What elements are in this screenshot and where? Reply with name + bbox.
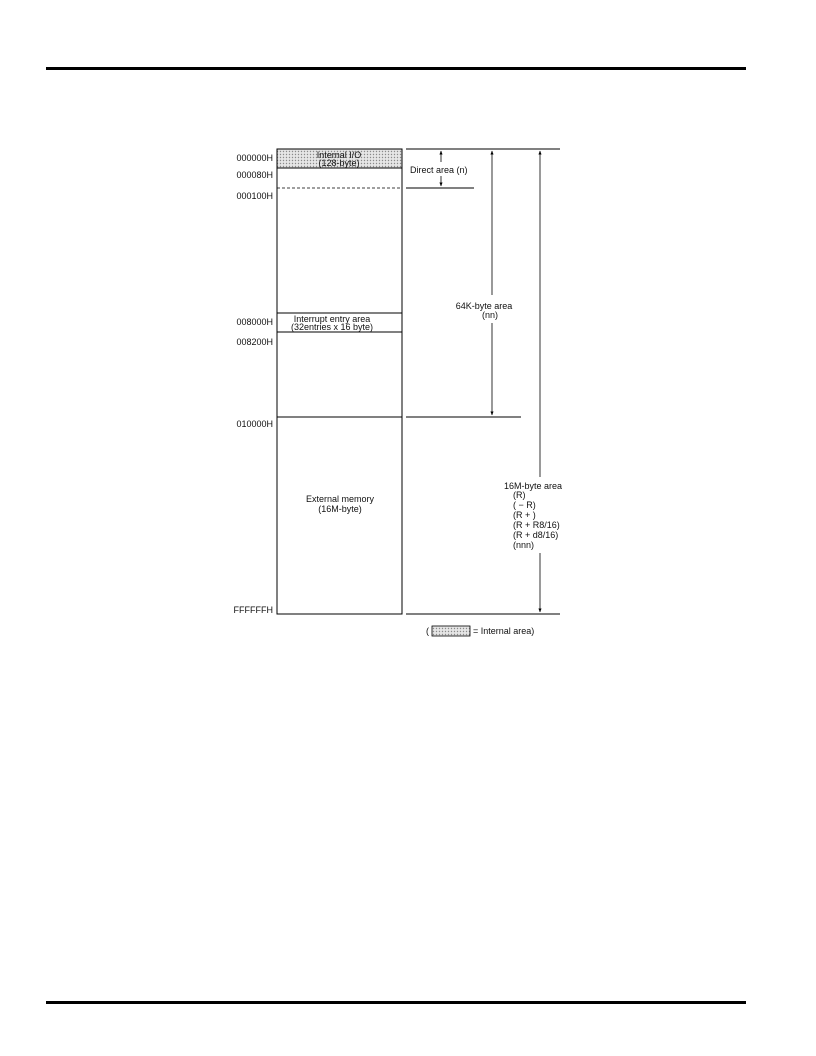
- direct-area-label: Direct area (n): [410, 165, 468, 175]
- m16-mode-1: (R): [513, 490, 526, 500]
- m16-mode-3: (R + ): [513, 510, 536, 520]
- address-000000: 000000H: [236, 153, 273, 163]
- legend-text: = Internal area): [473, 626, 535, 636]
- legend-open-paren: (: [426, 626, 429, 636]
- internal-io-label: Internal I/O: [316, 150, 362, 160]
- k64-area-mode: (nn): [481, 310, 499, 320]
- m16-mode-2: ( − R): [513, 500, 536, 510]
- address-ffffff: FFFFFFH: [233, 605, 273, 615]
- m16-mode-5: (R + d8/16): [513, 530, 559, 540]
- address-000080: 000080H: [236, 170, 273, 180]
- m16-mode-6: (nnn): [513, 540, 535, 550]
- address-010000: 010000H: [236, 419, 273, 429]
- memory-column: [277, 149, 402, 614]
- k64-area-label: 64K-byte area: [455, 301, 513, 311]
- m16-area-label: 16M-byte area: [503, 481, 563, 491]
- bottom-rule: [46, 1001, 746, 1004]
- external-memory-size: (16M-byte): [318, 504, 362, 514]
- address-000100: 000100H: [236, 191, 273, 201]
- address-008200: 008200H: [236, 337, 273, 347]
- interrupt-area-size: (32entries x 16 byte): [290, 322, 374, 332]
- external-memory-label: External memory: [305, 494, 375, 504]
- internal-io-size: (128-byte): [318, 158, 360, 168]
- interrupt-area-label: Interrupt entry area: [293, 314, 371, 324]
- legend-swatch: [432, 626, 470, 636]
- address-008000: 008000H: [236, 317, 273, 327]
- m16-mode-4: (R + R8/16): [513, 520, 560, 530]
